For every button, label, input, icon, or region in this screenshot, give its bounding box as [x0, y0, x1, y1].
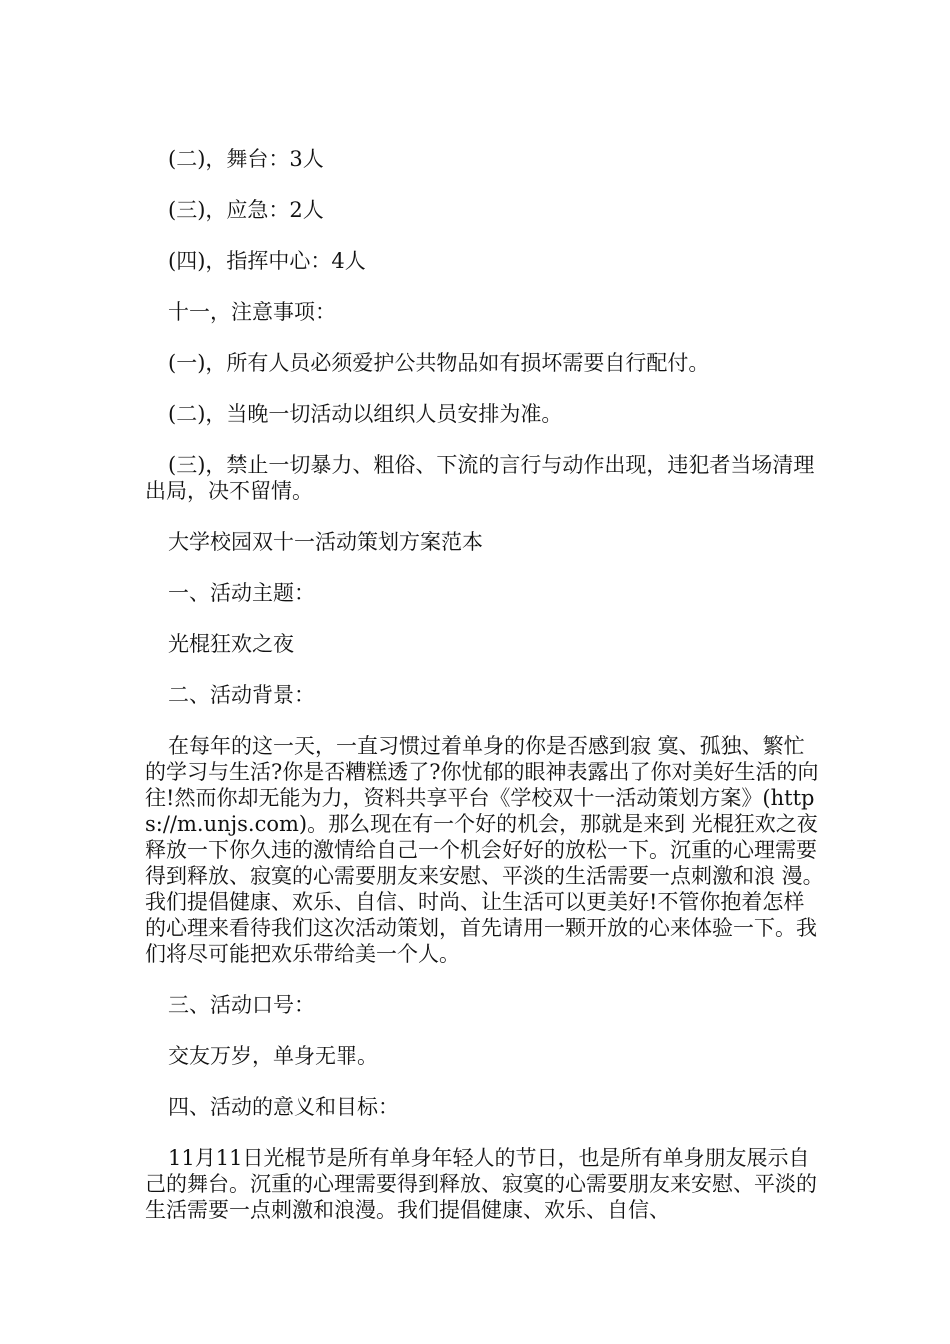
section-heading: 一、活动主题： [168, 581, 315, 605]
section-heading: 四、活动的意义和目标： [168, 1095, 399, 1119]
section-heading: 十一，注意事项： [168, 300, 336, 324]
paragraph: (二)，舞台：3人 [168, 147, 324, 171]
section-heading: 三、活动口号： [168, 993, 315, 1017]
document-title: 大学校园双十一活动策划方案范本 [168, 530, 483, 554]
paragraph: 交友万岁，单身无罪。 [168, 1044, 378, 1068]
paragraph: (三)，禁止一切暴力、粗俗、下流的言行与动作出现，违犯者当场清理出局，决不留情。 [145, 453, 815, 503]
paragraph: (三)，应急：2人 [168, 198, 324, 222]
paragraph: 光棍狂欢之夜 [168, 632, 294, 656]
paragraph: (二)，当晚一切活动以组织人员安排为准。 [168, 402, 563, 426]
paragraph: (一)，所有人员必须爱护公共物品如有损坏需要自行配付。 [168, 351, 710, 375]
section-heading: 二、活动背景： [168, 683, 315, 707]
paragraph: 在每年的这一天，一直习惯过着单身的你是否感到寂 寞、孤独、繁忙的学习与生活?你是否糟糕透了?你忧郁的眼神表露出了你对美好生活的向往!然而你却无能为力，资料共享平台《学校双十一活动策划方案》(https://m.unjs.com)。那么现在有一个好的机会，那就是来到 光棍狂欢之夜 释放一下你久违的激情给自己一个机会好好的放松一下。沉重的心理需要得到释放、寂寞的心需要朋友来安慰、平淡的生活需要一点刺激和浪 漫。我们提倡健康、欢乐、自信、时尚、让生活可以更美好!不管你抱着怎样的心理来看待我们这次活动策划，首先请用一颗开放的心来体验一下。我们将尽可能把欢乐带给美一个人。 [145, 734, 824, 966]
paragraph: 11月11日光棍节是所有单身年轻人的节日，也是所有单身朋友展示自己的舞台。沉重的心理需要得到释放、寂寞的心需要朋友来安慰、平淡的生活需要一点刺激和浪漫。我们提倡健康、欢乐、自信、 [145, 1146, 817, 1222]
paragraph: (四)，指挥中心：4人 [168, 249, 366, 273]
document-body [145, 146, 825, 1248]
